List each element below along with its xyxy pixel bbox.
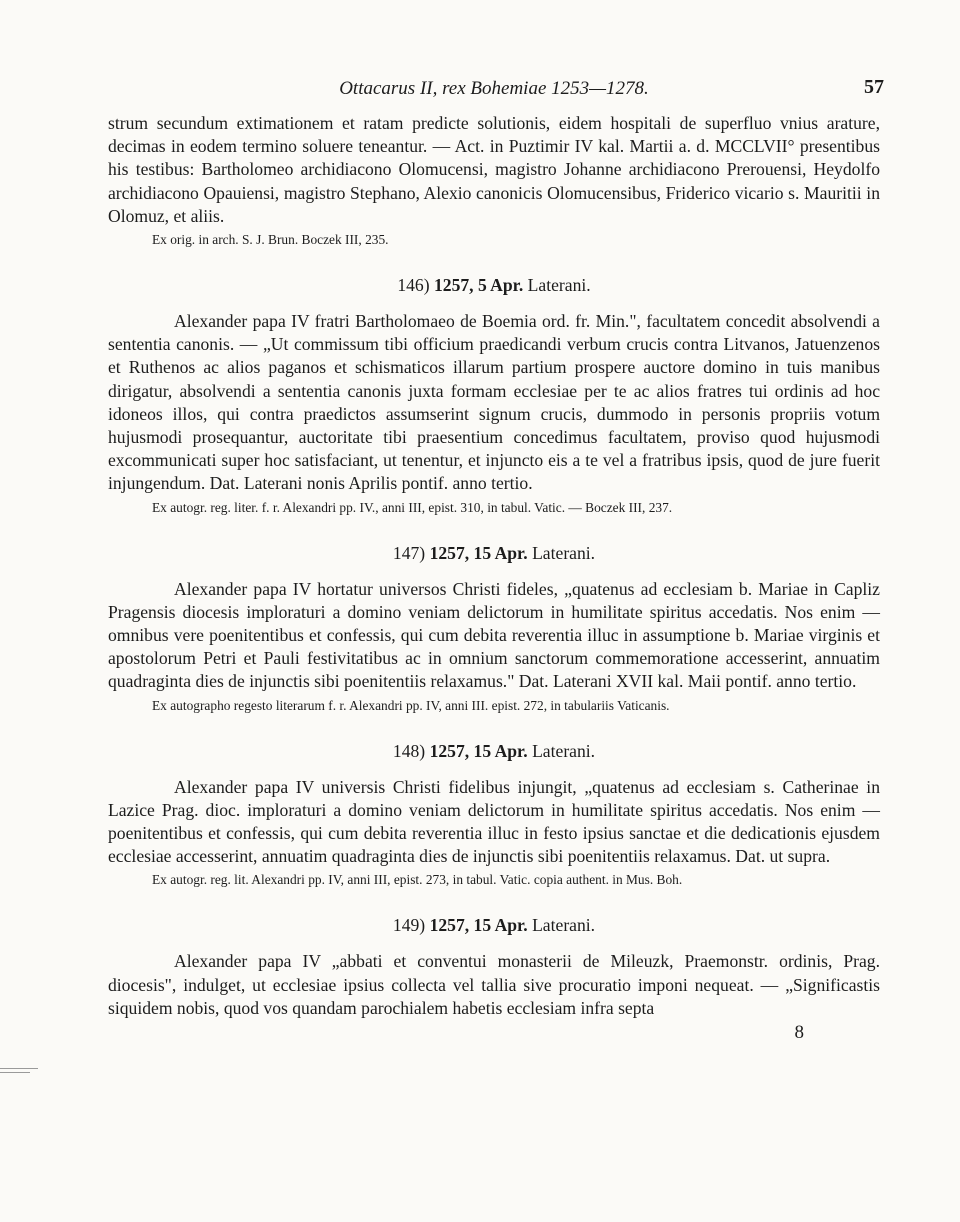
entry-date: 1257, 5 Apr. — [433, 275, 524, 296]
intro-source: Ex orig. in arch. S. J. Brun. Boczek III, 235. — [152, 232, 389, 248]
entry-place: Laterani. — [532, 740, 596, 761]
entry-number: 146) — [397, 275, 430, 296]
entry-heading — [108, 275, 880, 296]
entry-text: Alexander papa IV fratri Bartholomaeo de Boemia ord. fr. Min.", facultatem concedit absolvendi a sententia canonis. — „Ut commissum tibi officium praedicandi verbum crucis contra Litvanos, Jatuenzenos et Ruthenos ac alios paganos et schismaticos illarum partium prospere auctore domino in tuis manibus dirigatur, absolvendi a sententia canonis juxta formam ecclesiae per te ac alios fratres tui ordinis ad hoc idoneos illos, qui contra praedictos assumserint signum crucis, dummodo in personis propriis votum hujusmodi prosequantur, auctoritate tibi praesentium concedimus facultatem, proviso quod hujusmodi excommunicati super hoc satisfaciant, ut tenentur, et injuncto eis a te vel a fratribus ipsis, quod de jure fuerit injungendum. Dat. Laterani nonis Aprilis pontif. anno tertio. — [108, 311, 880, 494]
entry-source: Ex autogr. reg. lit. Alexandri pp. IV, anni III, epist. 273, in tabul. Vatic. copia authent. in Mus. Boh. — [152, 872, 683, 888]
entry-heading — [108, 915, 880, 936]
entry-number: 147) — [392, 542, 426, 563]
page-number: 57 — [864, 76, 884, 98]
entry-heading — [108, 741, 880, 762]
scan-edge-mark — [0, 1072, 30, 1073]
scan-edge-mark — [0, 1068, 38, 1069]
intro-paragraph: strum secundum extimationem et ratam predicte solutionis, eidem hospitali de superfluo vnius arature, decimas in eodem termino soluere teneantur. — Act. in Puztimir IV kal. Martii a. d. MCCLVII° presentibus his testibus: Bartholomeo archidiacono Olomucensi, magistro Johanne archidiacono Prerouensi, Heydolfo archidiacono Opauiensi, magistro Stephano, Alexio canonicis Olomucensibus, Friderico vicario s. Mauritii in Olomuz, et aliis. — [108, 113, 880, 226]
running-title: Ottacarus II, rex Bohemiae 1253—1278. — [339, 78, 649, 99]
page-header — [108, 76, 884, 104]
entry-text: Alexander papa IV universis Christi fidelibus injungit, „quatenus ad ecclesiam s. Catherinae in Lazice Prag. dioc. imploraturi a domino veniam delictorum in humilitate spiritus accedatis. Nos enim — poenitentibus et confessis, qui cum debita reverentia illuc in festo ipsius sanctae et die dedicationis ejusdem ecclesiae accesserint, annuatim quadraginta dies de injunctis sibi poenitentiis relaxamus. Dat. ut supra. — [108, 776, 880, 867]
entry-date: 1257, 15 Apr. — [429, 542, 528, 563]
entry-place: Laterani. — [532, 915, 596, 936]
entry-place: Laterani. — [527, 275, 591, 296]
entry-source: Ex autogr. reg. liter. f. r. Alexandri pp. IV., anni III, epist. 310, in tabul. Vatic. — Boczek III, 237. — [152, 499, 673, 515]
entry-source: Ex autographo regesto literarum f. r. Alexandri pp. IV, anni III. epist. 272, in tabulariis Vaticanis. — [152, 697, 670, 713]
entry-number: 148) — [392, 740, 426, 761]
entry-place: Laterani. — [532, 542, 596, 563]
entry-date: 1257, 15 Apr. — [429, 740, 528, 761]
entry-text: Alexander papa IV „abbati et conventui monasterii de Mileuzk, Praemonstr. ordinis, Prag. diocesis", indulget, ut ecclesiae ipsius collecta vel tallia sive procuratio imponi nequeat. — „Significastis siquidem nobis, quod vos quandam parochialem habetis ecclesiam infra septa — [108, 951, 880, 1018]
entry-heading — [108, 543, 880, 564]
entry-number: 149) — [392, 915, 426, 936]
document-page — [108, 76, 884, 1044]
entry-text: Alexander papa IV hortatur universos Christi fideles, „quatenus ad ecclesiam b. Mariae in Capliz Pragensis diocesis imploraturi a domino veniam delictorum in humilitate spiritus accedatis. Nos enim — omnibus vere poenitentibus et confessis, qui cum debita reverentia illuc in assumptione b. Mariae virginis et apostolorum Petri et Pauli festivitatibus ac in omnium sanctorum commemoratione accesserint, annuatim quadraginta dies de injunctis sibi poenitentiis relaxamus." Dat. Laterani XVII kal. Maii pontif. anno tertio. — [108, 578, 880, 692]
entry-date: 1257, 15 Apr. — [429, 915, 528, 936]
signature-mark: 8 — [794, 1022, 804, 1044]
